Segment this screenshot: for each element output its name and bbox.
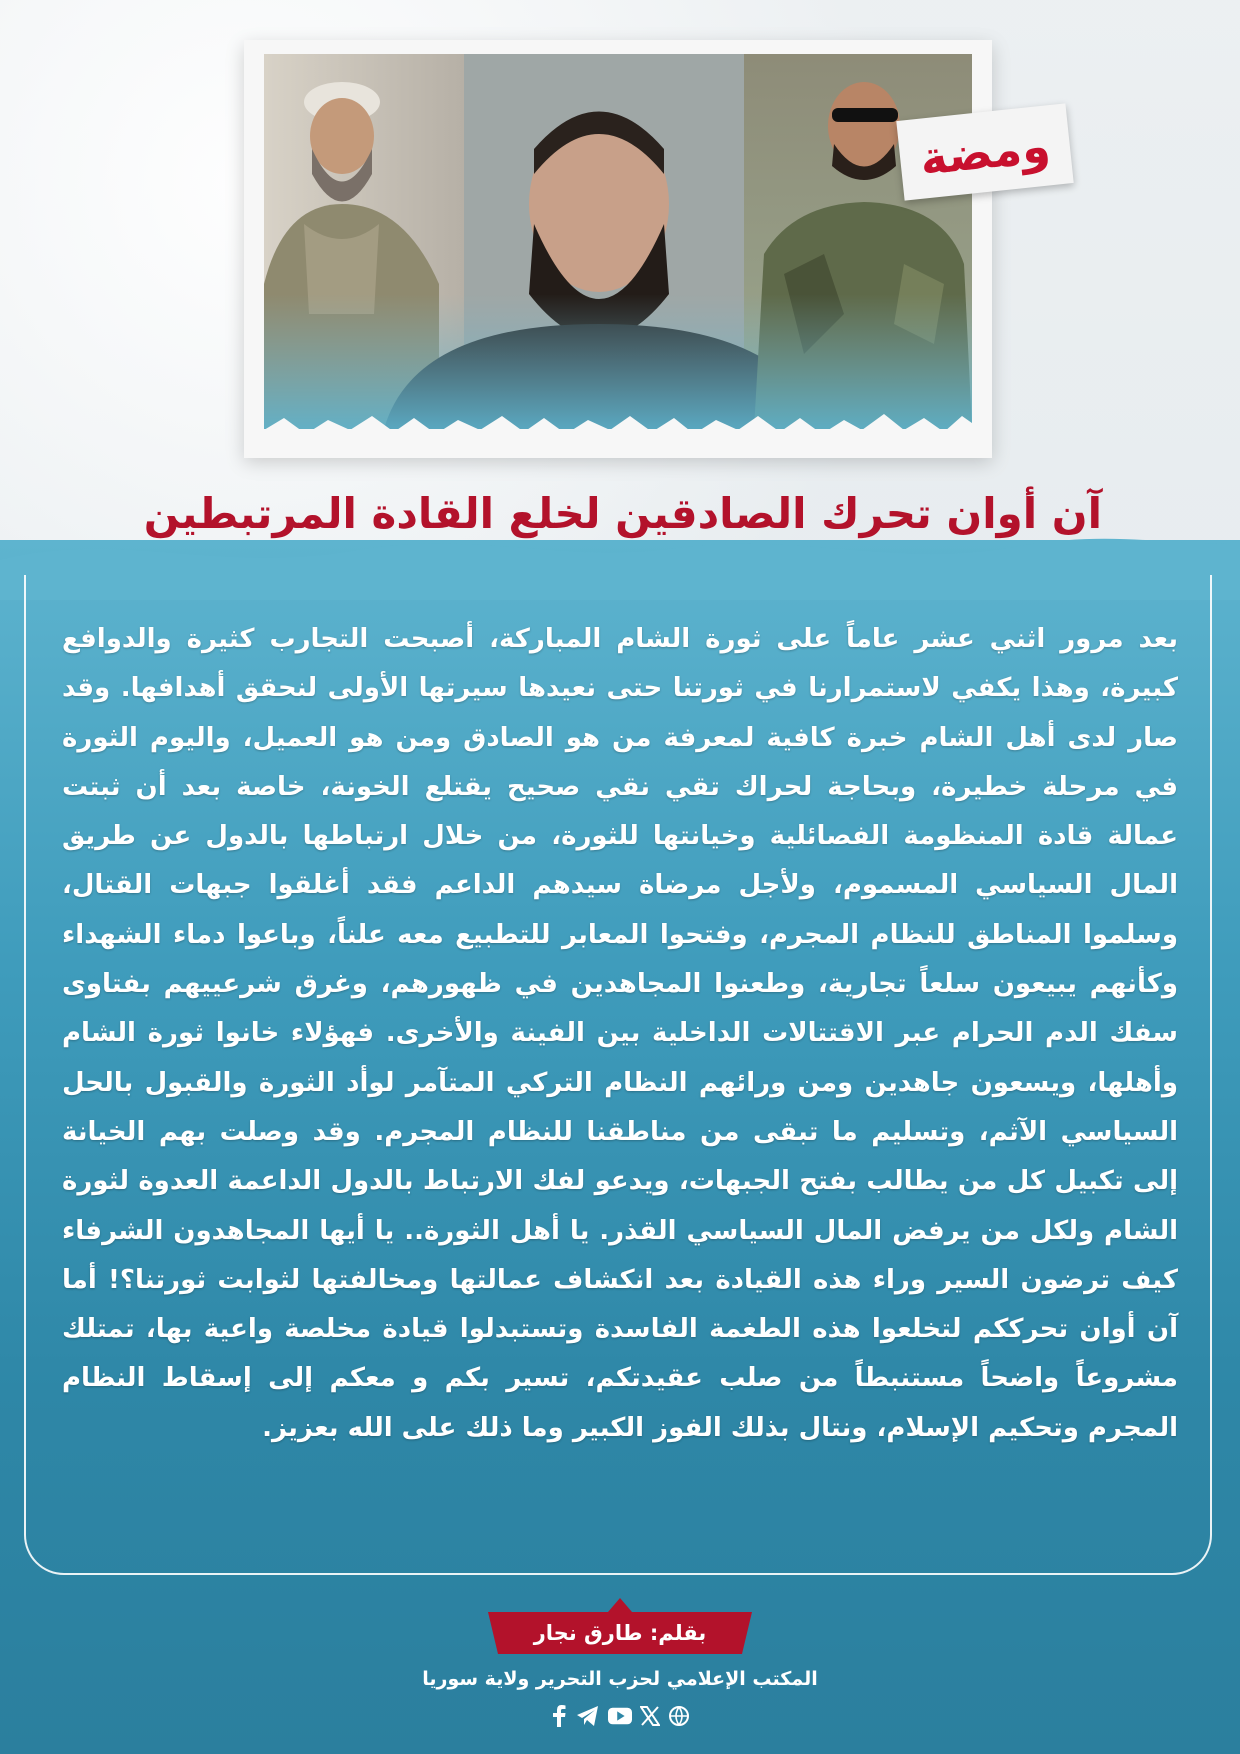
media-office-name: المكتب الإعلامي لحزب التحرير ولاية سوريا [422,1668,818,1690]
x-icon[interactable] [640,1704,660,1728]
social-icons [550,1704,690,1734]
torn-paper-edge [244,408,992,458]
photo-frame [244,40,992,456]
youtube-icon[interactable] [608,1704,632,1728]
wamda-logo-text: ومضة [917,118,1053,186]
header-photo [264,54,972,429]
author-label: بقلم: طارق نجار [533,1621,707,1645]
website-icon[interactable] [668,1704,690,1728]
article-title: آن أوان تحرك الصادقين لخلع القادة المرتبطين [143,488,1102,538]
headline-row [143,478,1120,548]
telegram-icon[interactable] [576,1704,600,1728]
article-body: بعد مرور اثني عشر عاماً على ثورة الشام المباركة، أصبحت التجارب كثيرة والدوافع كبيرة، وهذا يكفي لاستمرارنا في ثورتنا حتى نعيدها سيرتها الأولى لنحقق أهدافها. وقد صار لدى أهل الشام خبرة كافية لمعرفة من هو الصادق ومن هو العميل، واليوم الثورة في مرحلة خطيرة، وبحاجة لحراك تقي نقي صحيح يقتلع الخونة، خاصة بعد أن ثبتت عمالة قادة المنظومة الفصائلية وخيانتها للثورة، من خلال ارتباطها بالدول عن طريق المال السياسي المسموم، ولأجل مرضاة سيدهم الداعم فقد أغلقوا جبهات القتال، وسلموا المناطق للنظام المجرم، وفتحوا المعابر للتطبيع معه علناً، وباعوا دماء الشهداء وكأنهم يبيعون سلعاً تجارية، وطعنوا المجاهدين في ظهورهم، وغرق شرعييهم بفتاوى سفك الدم الحرام عبر الاقتتالات الداخلية بين الفينة والأخرى. فهؤلاء خانوا ثورة الشام وأهلها، ويسعون جاهدين ومن ورائهم النظام التركي المتآمر لوأد الثورة والقبول بالحل السياسي الآثم، وتسليم ما تبقى من مناطقنا للنظام المجرم. وقد وصلت بهم الخيانة إلى تكبيل كل من يطالب بفتح الجبهات، ويدعو لفك الارتباط بالدول الداعمة العدوة لثورة الشام ولكل من يرفض المال السياسي القذر. يا أهل الثورة.. يا أيها المجاهدون الشرفاء كيف ترضون السير وراء هذه القيادة بعد انكشاف عمالتها ومخالفتها لثوابت ثورتنا؟! أما آن أوان تحرككم لتخلعوا هذه الطغمة الفاسدة وتستبدلوا قيادة مخلصة واعية بها، تمتلك مشروعاً واضحاً مستنبطاً من صلب عقيدتكم، تسير بكم و معكم إلى إسقاط النظام المجرم وتحكيم الإسلام، ونتال بذلك الفوز الكبير وما ذلك على الله بعزيز. [62,624,1178,1443]
facebook-icon[interactable] [550,1704,568,1728]
